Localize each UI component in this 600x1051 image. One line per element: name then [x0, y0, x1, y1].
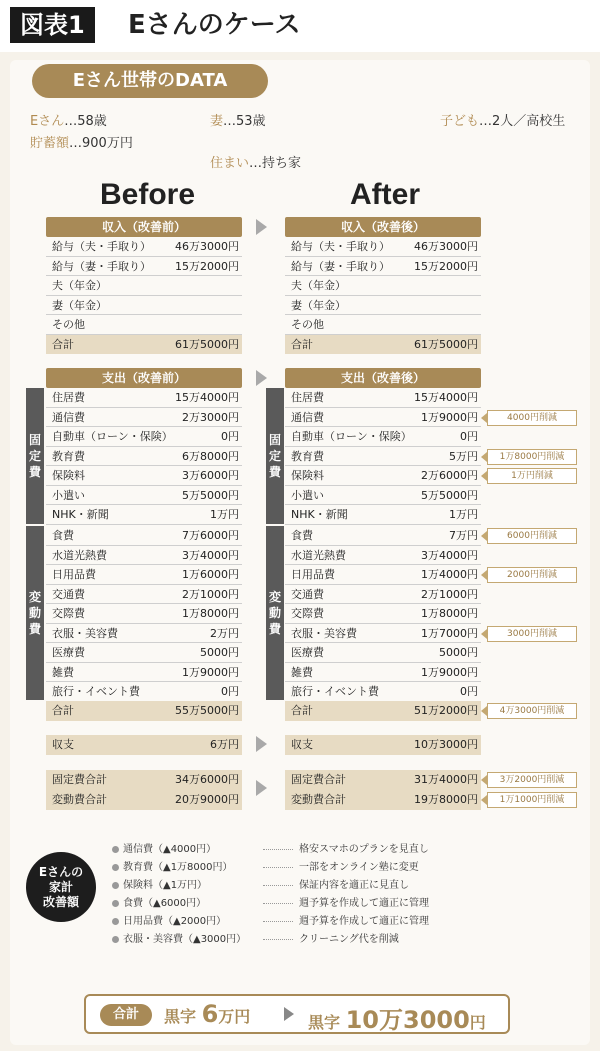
row-value: 3万4000円 — [182, 548, 239, 562]
table-row — [46, 585, 242, 605]
table-row — [285, 565, 481, 585]
row-value: 1万8000円 — [421, 607, 478, 620]
dotted-leader — [263, 867, 293, 868]
row-label: 交際費 — [52, 607, 85, 620]
table-row — [285, 315, 481, 335]
row-value: 46万3000円 — [414, 240, 478, 253]
table-row — [46, 408, 242, 428]
row-value: 1万6000円 — [182, 568, 239, 581]
row-label: 雑費 — [291, 665, 313, 679]
income-arrow — [256, 219, 267, 235]
circle-line-2: 家計 — [48, 879, 73, 894]
row-value: 2万6000円 — [421, 469, 478, 482]
bullet-icon — [112, 900, 119, 907]
row-value: 2万1000円 — [421, 587, 478, 601]
row-label: 旅行・イベント費 — [52, 685, 140, 698]
row-label: 変動費合計 — [291, 793, 346, 806]
table-row — [285, 546, 481, 566]
row-label: 妻（年金） — [52, 298, 107, 312]
row-value: 34万6000円 — [175, 773, 239, 786]
before-heading: Before — [100, 178, 196, 211]
total-row — [285, 790, 481, 810]
info-housing-value: …持ち家 — [249, 156, 302, 171]
dotted-leader — [263, 939, 293, 940]
table-row — [285, 486, 481, 506]
row-value: 6万8000円 — [182, 449, 239, 463]
bullet-icon — [112, 846, 119, 853]
table-row — [285, 624, 481, 644]
table-row — [46, 388, 242, 408]
row-label: 通信費 — [52, 410, 85, 424]
expense-after-title: 支出（改善後） — [285, 368, 481, 388]
row-label: 交通費 — [52, 587, 85, 601]
table-row — [46, 526, 242, 546]
row-value: 10万3000円 — [414, 738, 478, 751]
row-value: 15万4000円 — [175, 391, 239, 404]
row-value: 5万5000円 — [182, 488, 239, 502]
info-wife — [210, 110, 266, 129]
table-row — [46, 624, 242, 644]
row-value: 2万3000円 — [182, 410, 239, 424]
table-row — [46, 505, 242, 525]
row-label: 通信費 — [291, 410, 324, 424]
reduction-note: 1万1000円削減 — [487, 792, 577, 808]
row-value: 19万8000円 — [414, 793, 478, 806]
list-item — [112, 860, 532, 876]
row-label: 医療費 — [291, 646, 324, 659]
fixed-char-2: 定 — [268, 449, 281, 463]
row-label: 交通費 — [291, 587, 324, 601]
page-title: Eさんのケース — [128, 10, 301, 40]
expense-before-title: 支出（改善前） — [46, 368, 242, 388]
row-value: 1万9000円 — [182, 665, 239, 679]
row-value: 0円 — [221, 430, 239, 443]
row-value: 55万5000円 — [175, 704, 239, 717]
circle-line-1: Eさんの — [38, 864, 84, 879]
info-housing — [210, 152, 301, 171]
row-label: 自動車（ローン・保険） — [52, 430, 173, 443]
row-label: 給与（夫・手取り） — [52, 240, 151, 253]
row-label: 医療費 — [52, 646, 85, 659]
figure-badge: 図表1 — [10, 7, 95, 43]
table-row — [46, 257, 242, 277]
table-row — [285, 663, 481, 683]
row-label: 給与（妻・手取り） — [52, 259, 151, 273]
row-label: 衣服・美容費 — [52, 626, 118, 640]
table-row — [285, 296, 481, 316]
row-value: 1万8000円 — [182, 607, 239, 620]
row-label: 収支 — [291, 738, 313, 751]
bullet-icon — [112, 864, 119, 871]
table-row — [285, 466, 481, 486]
income-after-title: 収入（改善後） — [285, 217, 481, 237]
row-label: 給与（夫・手取り） — [291, 240, 390, 253]
row-value: 3万6000円 — [182, 469, 239, 482]
table-row — [285, 388, 481, 408]
row-value: 5000円 — [439, 646, 478, 659]
info-wife-label: 妻 — [210, 114, 224, 129]
table-row — [46, 276, 242, 296]
table-row — [46, 296, 242, 316]
row-value: 1万9000円 — [421, 665, 478, 679]
row-label: 収支 — [52, 738, 74, 751]
fixed-char-1: 固 — [28, 433, 41, 447]
table-row — [285, 585, 481, 605]
table-row — [285, 643, 481, 663]
row-value: 1万4000円 — [421, 568, 478, 581]
info-savings-label: 貯蓄額 — [30, 136, 70, 151]
dotted-leader — [263, 885, 293, 886]
row-value: 61万5000円 — [175, 337, 239, 351]
row-label: 食費 — [291, 529, 313, 542]
total-row — [46, 770, 242, 790]
reduction-note: 3000円削減 — [487, 626, 577, 642]
variable-char-1: 変 — [28, 590, 41, 604]
improvement-label: 食費（▲6000円） — [123, 898, 207, 909]
total-row — [46, 701, 242, 721]
variable-cost-label-before — [26, 526, 44, 700]
improvement-text: クリーニング代を削減 — [299, 934, 399, 945]
summary-after-num: 10万3000 — [345, 1006, 470, 1034]
row-label: 交際費 — [291, 607, 324, 620]
reduction-note: 4000円削減 — [487, 410, 577, 426]
row-value: 0円 — [460, 430, 478, 443]
table-row — [285, 505, 481, 525]
list-item — [112, 932, 532, 948]
row-label: NHK・新聞 — [291, 508, 348, 521]
table-row — [285, 276, 481, 296]
circle-line-3: 改善額 — [42, 894, 79, 909]
table-row — [46, 427, 242, 447]
row-value: 61万5000円 — [414, 337, 478, 351]
total-row — [46, 735, 242, 755]
row-label: 固定費合計 — [291, 773, 346, 786]
row-label: 小遣い — [291, 488, 324, 502]
variable-char-3: 費 — [268, 622, 281, 636]
list-item — [112, 842, 532, 858]
reduction-note: 3万2000円削減 — [487, 772, 577, 788]
improvement-circle — [26, 852, 96, 922]
summary-after-word: 黒字 — [308, 1013, 341, 1032]
row-value: 15万2000円 — [414, 259, 478, 273]
info-wife-value: …53歳 — [223, 114, 266, 129]
row-value: 46万3000円 — [175, 240, 239, 253]
row-value: 5万円 — [449, 449, 478, 463]
table-row — [46, 565, 242, 585]
row-value: 0円 — [460, 685, 478, 698]
row-label: 変動費合計 — [52, 793, 107, 806]
improvement-label: 衣服・美容費（▲3000円） — [123, 934, 247, 945]
row-label: 夫（年金） — [291, 279, 346, 292]
summary-before — [164, 1000, 250, 1028]
row-label: NHK・新聞 — [52, 508, 109, 521]
row-value: 1万円 — [449, 508, 478, 521]
improvement-text: 週予算を作成して適正に管理 — [299, 916, 429, 927]
totals-arrow — [256, 780, 267, 796]
info-e — [30, 110, 107, 129]
table-row — [285, 427, 481, 447]
row-label: 合計 — [52, 337, 74, 351]
info-kids-value: …2人／高校生 — [479, 114, 566, 129]
row-label: 旅行・イベント費 — [291, 685, 379, 698]
row-label: 夫（年金） — [52, 279, 107, 292]
info-savings — [30, 132, 133, 151]
total-row — [46, 335, 242, 355]
row-label: その他 — [291, 318, 324, 331]
info-e-value: …58歳 — [64, 114, 107, 129]
variable-cost-label-after — [266, 526, 284, 700]
row-label: 保険料 — [52, 469, 85, 482]
reduction-note: 6000円削減 — [487, 528, 577, 544]
row-label: 自動車（ローン・保険） — [291, 430, 412, 443]
info-kids-label: 子ども — [440, 114, 480, 129]
table-row — [285, 257, 481, 277]
summary-before-num: 6 — [201, 1000, 219, 1028]
reduction-note: 4万3000円削減 — [487, 703, 577, 719]
summary-after-unit: 円 — [469, 1013, 486, 1032]
row-value: 0円 — [221, 685, 239, 698]
row-label: 衣服・美容費 — [291, 626, 357, 640]
improvement-label: 日用品費（▲2000円） — [123, 916, 227, 927]
header — [0, 0, 600, 52]
row-label: 教育費 — [291, 449, 324, 463]
table-row — [285, 237, 481, 257]
table-row — [46, 663, 242, 683]
row-value: 1万7000円 — [421, 626, 478, 640]
table-row — [46, 315, 242, 335]
improvement-label: 保険料（▲1万円） — [123, 880, 208, 891]
table-row — [46, 237, 242, 257]
total-row — [46, 790, 242, 810]
row-label: 小遣い — [52, 488, 85, 502]
reduction-note: 1万円削減 — [487, 468, 577, 484]
row-value: 2万1000円 — [182, 587, 239, 601]
reduction-note: 2000円削減 — [487, 567, 577, 583]
info-savings-value: …900万円 — [69, 136, 133, 151]
row-value: 20万9000円 — [175, 793, 239, 806]
row-label: 雑費 — [52, 665, 74, 679]
row-label: 合計 — [291, 704, 313, 717]
total-row — [285, 735, 481, 755]
reduction-note: 1万8000円削減 — [487, 449, 577, 465]
row-label: その他 — [52, 318, 85, 331]
bullet-icon — [112, 882, 119, 889]
table-row — [46, 643, 242, 663]
row-label: 妻（年金） — [291, 298, 346, 312]
table-row — [46, 682, 242, 702]
list-item — [112, 914, 532, 930]
improvement-text: 格安スマホのプランを見直し — [299, 844, 429, 855]
dotted-leader — [263, 921, 293, 922]
row-value: 7万6000円 — [182, 529, 239, 542]
table-row — [46, 486, 242, 506]
info-kids — [440, 110, 565, 129]
fixed-cost-label-after — [266, 388, 284, 524]
info-housing-label: 住まい — [210, 156, 250, 171]
table-row — [285, 408, 481, 428]
info-e-label: Eさん — [30, 114, 65, 129]
row-value: 6万円 — [210, 738, 239, 751]
table-row — [285, 682, 481, 702]
row-value: 15万2000円 — [175, 259, 239, 273]
fixed-char-2: 定 — [28, 449, 41, 463]
bullet-icon — [112, 936, 119, 943]
dotted-leader — [263, 849, 293, 850]
row-label: 固定費合計 — [52, 773, 107, 786]
list-item — [112, 878, 532, 894]
row-value: 31万4000円 — [414, 773, 478, 786]
table-row — [46, 466, 242, 486]
income-before-title: 収入（改善前） — [46, 217, 242, 237]
row-value: 2万円 — [210, 626, 239, 640]
table-row — [46, 447, 242, 467]
row-label: 住居費 — [291, 391, 324, 404]
improvement-text: 週予算を作成して適正に管理 — [299, 898, 429, 909]
summary-before-unit: 万円 — [218, 1007, 251, 1026]
after-heading: After — [350, 178, 421, 211]
variable-char-2: 動 — [28, 606, 41, 620]
row-value: 3万4000円 — [421, 548, 478, 562]
improvement-label: 教育費（▲1万8000円） — [123, 862, 233, 873]
list-item — [112, 896, 532, 912]
table-row — [285, 526, 481, 546]
variable-char-3: 費 — [28, 622, 41, 636]
summary-arrow — [284, 1007, 294, 1021]
variable-char-2: 動 — [268, 606, 281, 620]
row-value: 51万2000円 — [414, 704, 478, 717]
row-value: 1万9000円 — [421, 410, 478, 424]
row-value: 15万4000円 — [414, 391, 478, 404]
fixed-char-3: 費 — [28, 465, 41, 479]
table-row — [285, 604, 481, 624]
table-row — [46, 604, 242, 624]
total-row — [285, 770, 481, 790]
row-label: 合計 — [52, 704, 74, 717]
row-label: 保険料 — [291, 469, 324, 482]
variable-char-1: 変 — [268, 590, 281, 604]
row-label: 食費 — [52, 529, 74, 542]
row-label: 水道光熱費 — [291, 548, 346, 562]
row-label: 日用品費 — [52, 568, 96, 581]
summary-label: 合計 — [100, 1004, 152, 1026]
summary-after — [308, 1000, 486, 1035]
row-label: 合計 — [291, 337, 313, 351]
row-value: 5000円 — [200, 646, 239, 659]
row-label: 教育費 — [52, 449, 85, 463]
summary-bar — [84, 994, 510, 1034]
balance-arrow — [256, 736, 267, 752]
bullet-icon — [112, 918, 119, 925]
row-label: 日用品費 — [291, 568, 335, 581]
total-row — [285, 335, 481, 355]
improvement-label: 通信費（▲4000円） — [123, 844, 217, 855]
dotted-leader — [263, 903, 293, 904]
row-label: 水道光熱費 — [52, 548, 107, 562]
row-label: 給与（妻・手取り） — [291, 259, 390, 273]
fixed-char-3: 費 — [268, 465, 281, 479]
improvement-text: 一部をオンライン塾に変更 — [299, 862, 419, 873]
improvement-text: 保証内容を適正に見直し — [299, 880, 409, 891]
row-value: 5万5000円 — [421, 488, 478, 502]
fixed-cost-label-before — [26, 388, 44, 524]
row-value: 1万円 — [210, 508, 239, 521]
table-row — [46, 546, 242, 566]
fixed-char-1: 固 — [268, 433, 281, 447]
total-row — [285, 701, 481, 721]
summary-before-word: 黒字 — [164, 1007, 197, 1026]
expense-arrow — [256, 370, 267, 386]
data-title: Eさん世帯のDATA — [32, 64, 268, 98]
row-value: 7万円 — [449, 529, 478, 542]
table-row — [285, 447, 481, 467]
row-label: 住居費 — [52, 391, 85, 404]
